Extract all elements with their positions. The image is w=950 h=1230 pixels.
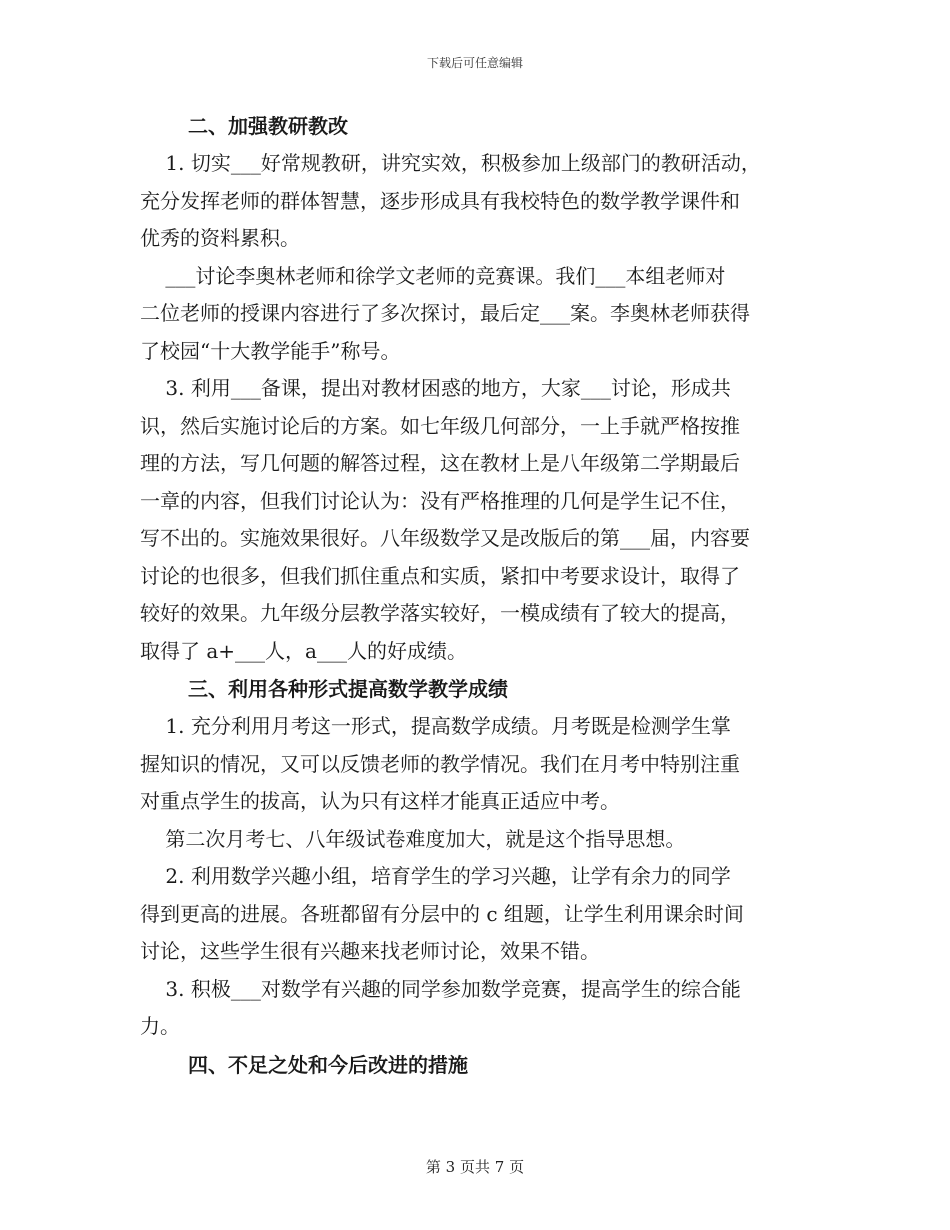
paragraph-line: 对重点学生的拔高，认为只有这样才能真正适应中考。 xyxy=(140,789,620,813)
paragraph-line: 3. 利用___备课，提出对教材困惑的地方，大家___讨论，形成共 xyxy=(140,376,731,400)
paragraph xyxy=(140,858,820,971)
paragraph xyxy=(140,145,820,258)
paragraph-line: 得到更高的进展。各班都留有分层中的 c 组题，让学生利用课余时间 xyxy=(140,901,744,926)
paragraph-line: 2. 利用数学兴趣小组，培育学生的学习兴趣，让学有余力的同学 xyxy=(140,864,731,888)
paragraph xyxy=(140,258,820,371)
paragraph xyxy=(140,708,820,821)
paragraph-line: 充分发挥老师的群体智慧，逐步形成具有我校特色的数学教学课件和 xyxy=(140,188,740,213)
paragraph-line: 识，然后实施讨论后的方案。如七年级几何部分，一上手就严格按推 xyxy=(140,413,740,438)
paragraph-line: 3. 积极___对数学有兴趣的同学参加数学竞赛，提高学生的综合能 xyxy=(140,976,741,1001)
paragraph-line: 第二次月考七、八年级试卷难度加大，就是这个指导思想。 xyxy=(140,826,686,851)
paragraph-line: 1. 切实___好常规教研，讲究实效，积极参加上级部门的教研活动， xyxy=(140,151,761,175)
paragraph-line: 优秀的资料累积。 xyxy=(140,226,300,250)
paragraph xyxy=(140,971,820,1046)
paragraph-line: 1. 充分利用月考这一形式，提高数学成绩。月考既是检测学生掌 xyxy=(140,714,731,738)
heading-text: 三、利用各种形式提高数学教学成绩 xyxy=(188,677,508,701)
paragraph-line: ___讨论李奥林老师和徐学文老师的竞赛课。我们___本组老师对 xyxy=(140,263,726,288)
paragraph-line: 一章的内容，但我们讨论认为：没有严格推理的几何是学生记不住， xyxy=(140,488,740,513)
section-heading xyxy=(140,670,820,708)
paragraph-line: 二位老师的授课内容进行了多次探讨，最后定___案。李奥林老师获得 xyxy=(140,301,750,325)
heading-text: 四、不足之处和今后改进的措施 xyxy=(188,1052,468,1077)
document-body xyxy=(140,107,820,1084)
paragraph-line: 理的方法，写几何题的解答过程，这在教材上是八年级第二学期最后 xyxy=(140,451,740,475)
paragraph-line: 力。 xyxy=(140,1014,180,1038)
paragraph-line: 较好的效果。九年级分层教学落实较好，一模成绩有了较大的提高， xyxy=(140,601,740,625)
section-heading xyxy=(140,1046,820,1084)
paragraph-line: 握知识的情况，又可以反馈老师的教学情况。我们在月考中特别注重 xyxy=(140,751,740,776)
paragraph-line: 讨论的也很多，但我们抓住重点和实质，紧扣中考要求设计，取得了 xyxy=(140,563,740,588)
paragraph xyxy=(140,370,820,670)
paragraph-line: 讨论，这些学生很有兴趣来找老师讨论，效果不错。 xyxy=(140,939,600,963)
paragraph xyxy=(140,821,820,859)
paragraph-line: 了校园“十大教学能手”称号。 xyxy=(140,338,401,363)
paragraph-line: 写不出的。实施效果很好。八年级数学又是改版后的第___届，内容要 xyxy=(140,526,750,550)
page-header: 下载后可任意编辑 xyxy=(426,56,523,70)
heading-text: 二、加强教研教改 xyxy=(188,114,348,138)
section-heading xyxy=(140,107,820,145)
page-footer: 第 3 页共 7 页 xyxy=(425,1158,525,1176)
paragraph-line: 取得了 a+___人，a___人的好成绩。 xyxy=(140,638,467,663)
